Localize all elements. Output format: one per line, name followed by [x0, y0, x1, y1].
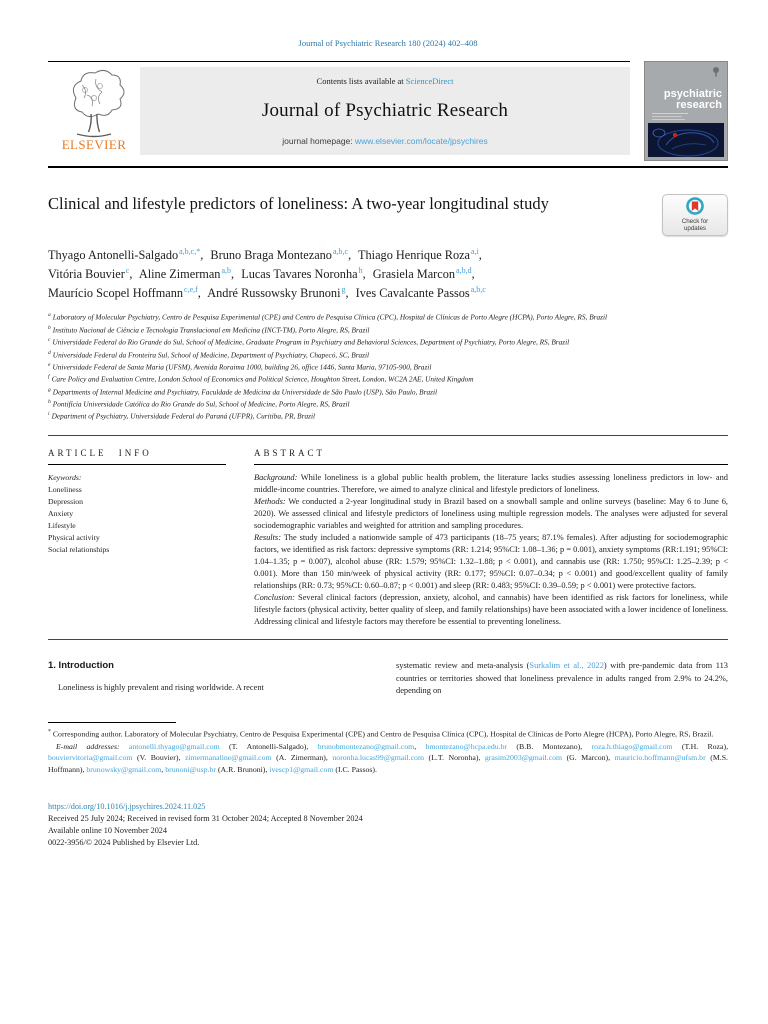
- keyword: Depression: [48, 496, 84, 506]
- abstract-label: Conclusion:: [254, 592, 295, 602]
- article-info-heading: ARTICLE INFO: [48, 448, 226, 465]
- author: [210, 248, 351, 262]
- section-heading-introduction: 1. Introduction: [48, 659, 114, 671]
- footnote-text: Corresponding author. Laboratory of Molecular Psychiatry, Centro de Pesquisa Experimental (CPE) and Centro de Pesquisa Clínica (CPC), Hospital de Clínicas de Porto Alegre (HCPA), Porto Alegre, RS, Brazil.: [50, 729, 714, 739]
- author-sep: ,: [478, 248, 482, 263]
- abstract-column: [254, 448, 728, 628]
- abstract-conclusion: [254, 592, 728, 628]
- keyword: Loneliness: [48, 484, 82, 494]
- homepage-prefix: journal homepage:: [282, 136, 356, 146]
- author-sep: ,: [231, 267, 235, 282]
- journal-cover-image: [644, 61, 728, 161]
- body-right-column: [396, 660, 728, 698]
- abstract-text: Several clinical factors (depression, anxiety, alcohol, and cannabis) have been identified as risk factors for loneliness, while lifestyle factors (physical activity, better quality of sleep, and family relationships) have been associated with a lower incidence of loneliness. Addressing clinical and lifestyle factors may therefore be essential to preventing loneliness.: [254, 592, 728, 626]
- right-column-paragraph: [396, 660, 728, 698]
- body-left-column: [48, 660, 380, 698]
- sciencedirect-link[interactable]: ScienceDirect: [405, 76, 454, 86]
- author: [48, 248, 203, 262]
- author: [48, 286, 201, 300]
- crossmark-icon: [665, 196, 725, 234]
- author-affil-sup: a,b,c,*: [179, 247, 201, 256]
- badge-text-line2: updates: [683, 225, 707, 232]
- author-name: André Russowsky Brunoni: [207, 286, 341, 301]
- author: [356, 286, 486, 300]
- text-segment: (G. Marcon),: [562, 753, 615, 763]
- abstract-label: Results:: [254, 532, 281, 542]
- doi-line: [48, 801, 728, 813]
- masthead-bottom-rule: [48, 166, 728, 168]
- affil-text: Department of Psychiatry, Universidade Federal do Paraná (UFPR), Curitiba, PR, Brazil: [51, 411, 316, 421]
- affil-text: Universidade Federal da Fronteira Sul, School of Medicine, Department of Psychiatry, Chapecó, SC, Brazil: [52, 349, 370, 359]
- email-link[interactable]: mauricio.hoffmann@ufsm.br: [614, 753, 706, 763]
- affil-text: Care Policy and Evaluation Centre, London School of Economics and Political Science, Houghton Street, London, WC2A 2AE, United Kingdom: [51, 374, 474, 384]
- contents-line: [317, 76, 454, 86]
- affil-sup: i: [48, 411, 50, 418]
- page-content: [48, 0, 728, 849]
- author-name: Bruno Braga Montezano: [210, 248, 332, 263]
- abstract-label: Methods:: [254, 496, 286, 506]
- citation-link-surkalim-2022[interactable]: Surkalim et al., 2022: [529, 660, 604, 670]
- homepage-line: [282, 136, 488, 146]
- doi-link[interactable]: https://doi.org/10.1016/j.jpsychires.2024.11.025: [48, 801, 206, 811]
- homepage-link[interactable]: www.elsevier.com/locate/jpsychires: [355, 136, 488, 146]
- author: [373, 267, 475, 281]
- affil-text: Universidade Federal do Rio Grande do Sul, School of Medicine, Graduate Program in Psychiatry and Behavioral Sciences, Department of Psychiatry, Porto Alegre, RS, Brazil: [52, 337, 570, 347]
- author-sep: ,: [197, 286, 201, 301]
- article-footer: [48, 801, 728, 849]
- author-sep: ,: [362, 267, 366, 282]
- paragraph-text: ) with pre-pandemic data from 113 countries or territories showed that loneliness prevalence in adults ranged from 2.9% to 24.2%, depending on: [396, 660, 728, 696]
- affil-sup: b: [48, 324, 51, 331]
- text-segment: (A.R. Brunoni),: [216, 764, 270, 774]
- contents-prefix: Contents lists available at: [316, 76, 406, 86]
- author-affil-sup: a,b,c: [470, 285, 486, 295]
- author-name: Lucas Tavares Noronha: [241, 267, 358, 282]
- abstract-text: While loneliness is a global public health problem, the literature lacks studies assessing loneliness predictors in low- and middle-income countries. Therefore, we aimed to analyze clinical and lifestyle predictors of loneliness.: [254, 472, 728, 494]
- affiliation: [48, 398, 728, 410]
- author: [48, 267, 132, 281]
- keyword: Anxiety: [48, 508, 74, 518]
- abstract-results: [254, 532, 728, 592]
- text-segment: (I.C. Passos).: [333, 764, 377, 774]
- affiliation: [48, 349, 728, 361]
- email-link[interactable]: noronha.lucas99@gmail.com: [332, 753, 425, 763]
- available-online: Available online 10 November 2024: [48, 826, 167, 836]
- masthead-banner: [48, 61, 630, 161]
- affil-sup: a: [48, 312, 51, 319]
- elsevier-tree-icon: [54, 68, 134, 154]
- author-name: Maurício Scopel Hoffmann: [48, 286, 184, 301]
- affiliation: [48, 410, 728, 422]
- email-label: E-mail addresses:: [56, 742, 120, 752]
- email-link[interactable]: bmontezano@hcpa.edu.br: [425, 742, 508, 752]
- author-name: Aline Zimerman: [138, 267, 221, 282]
- author-affil-sup: a,b: [221, 266, 232, 276]
- article-info-column: [48, 448, 226, 628]
- badge-text-line1: Check for: [681, 218, 709, 225]
- email-link[interactable]: roza.h.thiago@gmail.com: [591, 742, 673, 752]
- author-affil-sup: a,b,c: [332, 247, 349, 256]
- text-segment: (B.B. Montezano),: [507, 742, 592, 752]
- cover-title-line2: research: [676, 99, 722, 111]
- author-sep: ,: [471, 267, 475, 282]
- author-affil-sup: g: [341, 285, 346, 295]
- affiliation-list: [48, 311, 728, 422]
- corresponding-author-footnote: [48, 728, 728, 740]
- author-affil-sup: h: [358, 266, 363, 276]
- running-head: [48, 0, 728, 48]
- front-matter: [48, 436, 728, 628]
- email-link[interactable]: brunobmontezano@gmail.com: [317, 742, 415, 752]
- keywords-label: Keywords:: [48, 472, 82, 482]
- text-segment: ,: [414, 742, 426, 752]
- intro-paragraph: Loneliness is highly prevalent and rising worldwide. A recent: [58, 682, 264, 692]
- abstract-text: We conducted a 2-year longitudinal study in Brazil based on a snowball sample and online surveys (baseline: May 6 to June 6, 2020). We assessed clinical and lifestyle predictors of loneliness using multiple regression models. The analyses were adjusted for several sociodemographic variables and weighted for attrition and sampling procedures.: [254, 496, 728, 530]
- affiliation: [48, 324, 728, 336]
- article-body: [48, 660, 728, 698]
- affil-text: Instituto Nacional de Ciência e Tecnologia Translacional em Medicina (INCT-TM), Porto Alegre, RS, Brazil: [52, 325, 370, 335]
- paragraph-text: systematic review and meta-analysis (: [396, 660, 530, 670]
- affil-sup: d: [48, 349, 51, 356]
- author-affil-sup: a,b,d: [456, 266, 472, 276]
- abstract-label: Background:: [254, 472, 298, 482]
- journal-citation-link[interactable]: Journal of Psychiatric Research 180 (2024) 402–408: [298, 38, 478, 48]
- affil-text: Pontifícia Universidade Católica do Rio Grande do Sul, School of Medicine, Porto Alegre, RS, Brazil: [52, 399, 350, 409]
- footnote-rule: [48, 722, 176, 723]
- abstract-heading: ABSTRACT: [254, 448, 728, 465]
- cover-title-line1: psychiatric: [663, 88, 722, 100]
- author-name: Grasiela Marcon: [372, 267, 456, 282]
- author: [358, 248, 482, 262]
- email-link[interactable]: bouviervitoria@gmail.com: [48, 753, 133, 763]
- affil-text: Universidade Federal de Santa Maria (UFSM), Avenida Roraima 1000, building 26, office 1446, Santa Maria, 97105-900, Brazil: [52, 362, 432, 372]
- author-list: [48, 246, 658, 303]
- text-segment: ,: [161, 764, 166, 774]
- author: [139, 267, 234, 281]
- affiliation: [48, 373, 728, 385]
- affil-sup: g: [48, 386, 51, 393]
- journal-cover-thumbnail: [644, 61, 728, 166]
- keyword: Social relationships: [48, 545, 110, 555]
- affiliation: [48, 386, 728, 398]
- footnote-block: [48, 722, 728, 775]
- text-segment: (V. Bouvier),: [132, 753, 185, 763]
- email-addresses-footnote: [48, 741, 728, 775]
- front-matter-bottom-rule: [48, 639, 728, 640]
- author: [207, 286, 348, 300]
- affil-sup: f: [48, 374, 50, 381]
- masthead: [48, 61, 728, 166]
- author-name: Thiago Henrique Roza: [358, 248, 471, 263]
- author-sep: ,: [345, 286, 349, 301]
- affil-sup: c: [48, 337, 51, 344]
- email-link[interactable]: zimermanaline@gmail.com: [184, 753, 272, 763]
- author-affil-sup: c: [125, 266, 130, 276]
- masthead-gray-box: [140, 67, 630, 155]
- text-segment: (M.S. Hoffmann),: [48, 753, 728, 774]
- text-segment: (T. Antonelli-Salgado),: [219, 742, 318, 752]
- author-affil-sup: c,e,f: [184, 285, 198, 295]
- received-dates: Received 25 July 2024; Received in revised form 31 October 2024; Accepted 8 November 2024: [48, 814, 363, 824]
- journal-title: Journal of Psychiatric Research: [261, 100, 509, 121]
- check-for-updates-badge[interactable]: [662, 194, 728, 236]
- abstract-text: The study included a nationwide sample of 473 participants (18–75 years; 87.1% females). After adjusting for sociodemographic factors, we identified as risk factors: depressive symptoms (RR: 1.214; 95%CI: 1.08–1.36; p = 0.001), anxiety symptoms (RR:1.191; 95%CI: 1.04–1.35; p = 0.007), alcohol abuse (RR: 1.579; 95%CI: 1.32–1.88; p < 0.001), and cannabis use (RR: 1.750; 95%CI: 1.25–2.39; p < 0.001). More than 150 min/week of physical activity (RR: 0.177; 95%CI: 0.07–0.34; p < 0.001) and good/excellent quality of family relationships (RR: 0.73; 95%CI: 0.60–0.87; p < 0.001) and sleep (RR: 0.483; 95%CI: 0.39–0.59; p < 0.001) were protective factors.: [254, 532, 728, 590]
- email-link[interactable]: brunowsky@gmail.com: [86, 764, 162, 774]
- author-sep: ,: [200, 248, 204, 263]
- title-block: [48, 194, 728, 236]
- email-link[interactable]: brunoni@usp.br: [165, 764, 216, 774]
- abstract-background: [254, 472, 728, 496]
- author-sep: ,: [348, 248, 352, 263]
- keyword: Physical activity: [48, 533, 100, 543]
- email-link[interactable]: grasim2003@gmail.com: [484, 753, 563, 763]
- author-name: Ives Cavalcante Passos: [355, 286, 470, 301]
- affil-text: Laboratory of Molecular Psychiatry, Centro de Pesquisa Experimental (CPE) and Centro de Pesquisa Clínica (CPC), Hospital de Clínicas de Porto Alegre (HCPA), Porto Alegre, RS, Brazil: [52, 312, 608, 322]
- email-link[interactable]: ivescp1@gmail.com: [269, 764, 334, 774]
- author-name: Thyago Antonelli-Salgado: [48, 248, 179, 263]
- footnote-marker: *: [48, 729, 51, 736]
- email-link[interactable]: antonelli.thyago@gmail.com: [128, 742, 220, 752]
- issn-copyright: 0022-3956/© 2024 Published by Elsevier Ltd.: [48, 838, 200, 848]
- text-segment: (A. Zimerman),: [271, 753, 333, 763]
- author: [241, 267, 365, 281]
- affiliation: [48, 311, 728, 323]
- affiliation: [48, 336, 728, 348]
- text-segment: (L.T. Noronha),: [424, 753, 485, 763]
- abstract-methods: [254, 496, 728, 532]
- affiliation: [48, 361, 728, 373]
- author-name: Vitória Bouvier: [48, 267, 125, 282]
- author-affil-sup: a,i: [471, 247, 479, 256]
- email-segments: [48, 742, 728, 774]
- elsevier-logo: [48, 67, 140, 155]
- text-segment: (T.H. Roza),: [672, 742, 729, 752]
- author-sep: ,: [129, 267, 133, 282]
- article-title: Clinical and lifestyle predictors of loneliness: A two-year longitudinal study: [48, 194, 549, 213]
- affil-sup: h: [48, 398, 51, 405]
- keyword: Lifestyle: [48, 520, 76, 530]
- affil-sup: e: [48, 361, 51, 368]
- elsevier-wordmark: ELSEVIER: [61, 137, 127, 152]
- affil-text: Departments of Internal Medicine and Psychiatry, Faculdade de Medicina da Universidade de São Paulo (USP), São Paulo, Brazil: [52, 387, 438, 396]
